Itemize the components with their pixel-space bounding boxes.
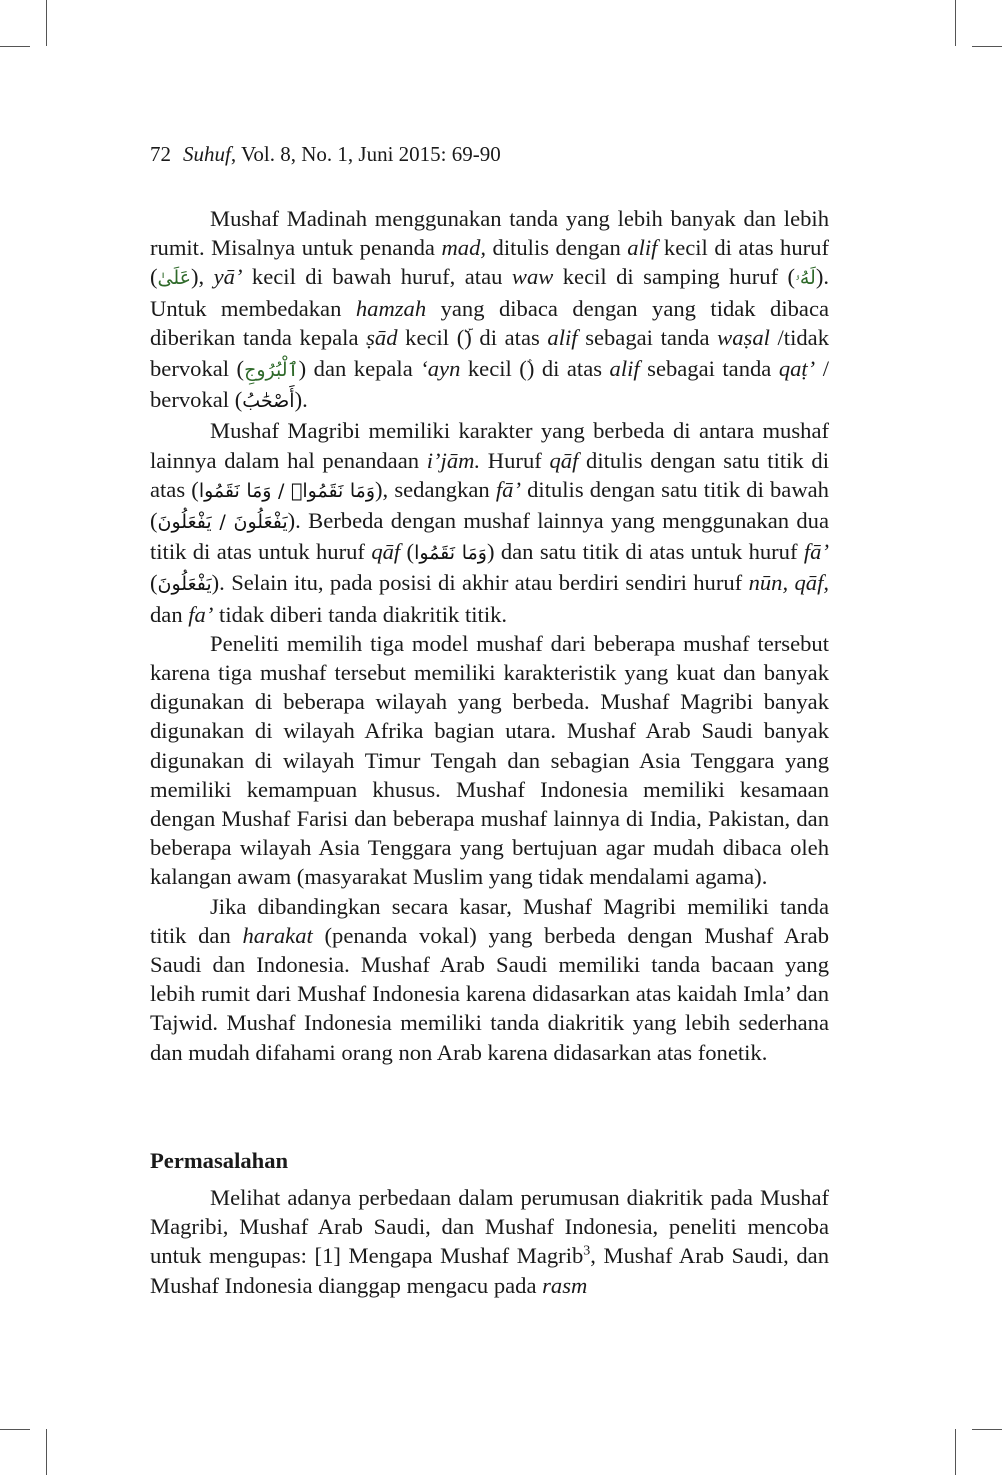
arabic-maghribi-fa: يَفْعَلُونَ / يَفْعَلُونَ (157, 511, 288, 534)
footnote-ref[interactable]: 3 (583, 1243, 591, 1259)
paragraph-3: Peneliti memilih tiga model mushaf dari beberapa mushaf tersebut karena tiga mushaf tersebut memiliki karakteristik yang kuat dan banyak digunakan di beberapa wilayah yang berbeda. Mushaf Magribi banyak digunakan di wilayah Afrika bagian utara. Mushaf Arab Saudi banyak digunakan di wilayah Timur Tengah dan sebagian Asia Tenggara yang memiliki kemampuan khusus. Mushaf Indonesia memiliki kesamaan dengan Mushaf Farisi dan beberapa mushaf lainnya di India, Pakistan, dan beberapa wilayah Asia Tenggara yang bertujuan agar mudah dibaca oleh kalangan awam (masyarakat Muslim yang tidak mendalami agama). (150, 630, 829, 890)
crop-mark-bottom-left-h (0, 1429, 30, 1430)
paragraph-2: Mushaf Magribi memiliki karakter yang berbeda di antara mushaf lainnya dalam hal penandaan i’jām. Huruf qāf ditulis dengan satu titik di atas (وَمَا نَقَمُوا۟ / وَمَا نَقَمُوا), sedangkan fā’ ditulis dengan satu titik di bawah (يَفْعَلُونَ / يَفْعَلُونَ). Berbeda dengan mushaf lainnya yang menggunakan dua titik di atas untuk huruf qāf (وَمَا نَقَمُوا) dan satu titik di atas untuk huruf fā’ (يَفْعَلُونَ). Selain itu, pada posisi di akhir atau berdiri sendiri huruf nūn, qāf, dan fa’ tidak diberi tanda diakritik titik. (150, 418, 829, 627)
arabic-alburuj: ٱلْبُرُوجِ (244, 359, 299, 382)
arabic-standard-qaf: وَمَا نَقَمُوا (414, 542, 487, 565)
crop-mark-bottom-left (46, 1429, 47, 1475)
crop-mark-top-right (955, 0, 956, 46)
crop-mark-top-left (46, 0, 47, 46)
arabic-maghribi-qaf: وَمَا نَقَمُوا۟ / وَمَا نَقَمُوا (198, 479, 376, 502)
page-number: 72 (150, 142, 171, 166)
journal-name: Suhuf (183, 142, 231, 166)
paragraph-5: Melihat adanya perbedaan dalam perumusan diakritik pada Mushaf Magribi, Mushaf Arab Saudi, dan Mushaf Indonesia, peneliti mencoba untuk mengupas: [1] Mengapa Mushaf Magrib$^3$, Mushaf Arab Saudi, dan Mushaf Indonesia dianggap mengacu pada rasm (150, 1185, 829, 1298)
citation: , Vol. 8, No. 1, Juni 2015: 69-90 (230, 142, 501, 166)
arabic-standard-fa: يَفْعَلُونَ (157, 573, 212, 596)
paragraph-1: Mushaf Madinah menggunakan tanda yang lebih banyak dan lebih rumit. Misalnya untuk penanda mad, ditulis dengan alif kecil di atas huruf (عَلَىٰ), yā’ kecil di bawah huruf, atau waw kecil di samping huruf (لَهُۥ). Untuk membedakan hamzah yang dibaca dengan yang tidak dibaca diberikan tanda kepala ṣād kecil () di atas alif sebagai tanda waṣal /tidak bervokal (ٱلْبُرُوجِ) dan kepala ‘ayn kecil () di atas alif sebagai tanda qaṭ’ / bervokal (أَصْحَٰبُ). (150, 206, 830, 413)
paragraph-4: Jika dibandingkan secara kasar, Mushaf Magribi memiliki tanda titik dan harakat (penanda vokal) yang berbeda dengan Mushaf Arab Saudi dan Indonesia. Mushaf Arab Saudi memiliki tanda bacaan yang lebih rumit dari Mushaf Indonesia karena didasarkan atas kaidah Imla’ dan Tajwid. Mushaf Indonesia memiliki tanda diakritik yang lebih sederhana dan mudah difahami orang non Arab karena didasarkan atas fonetik. (150, 893, 829, 1065)
arabic-lahu: لَهُۥ (795, 267, 816, 290)
running-header (150, 142, 501, 167)
section-heading: Permasalahan (150, 1148, 289, 1173)
crop-mark-bottom-right (955, 1429, 956, 1475)
body-text-2 (150, 1183, 829, 1300)
crop-mark-bottom-right-h (972, 1429, 1002, 1430)
crop-mark-top-left-h (0, 46, 30, 47)
body-text (150, 204, 829, 1067)
arabic-ala: عَلَىٰ (157, 267, 191, 290)
crop-mark-top-right-h (972, 46, 1002, 47)
arabic-ashab: أَصْحَٰبُ (242, 390, 295, 413)
